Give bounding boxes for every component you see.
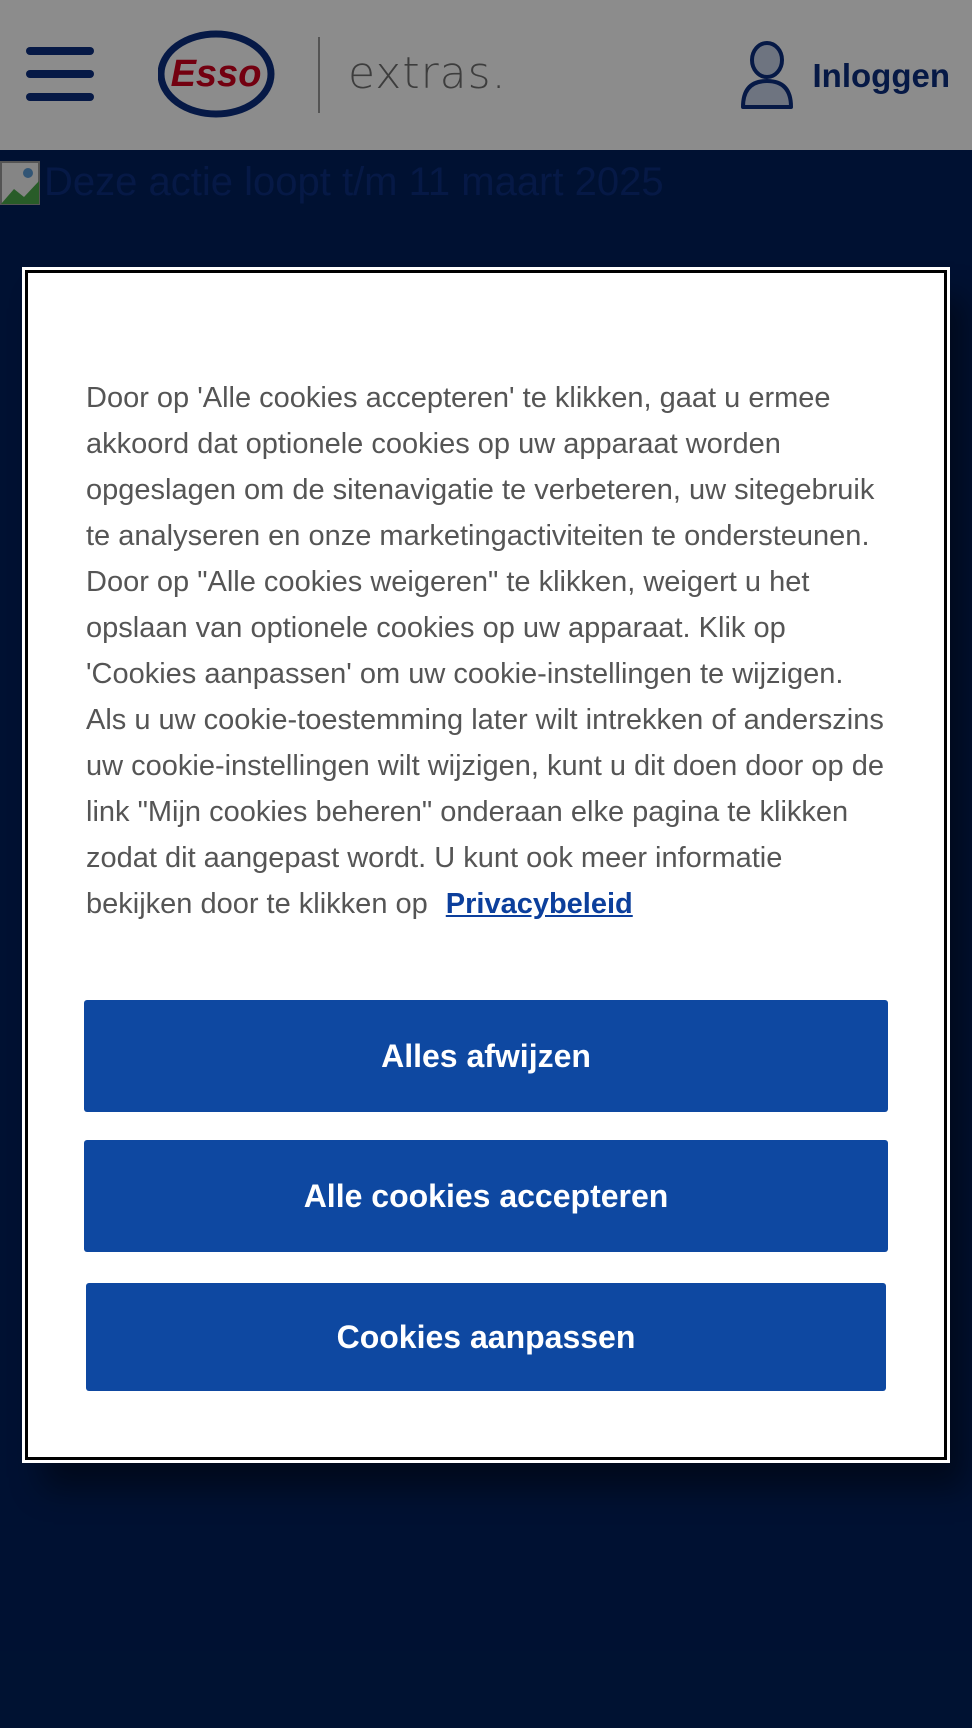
brand-sub: extras.	[348, 48, 507, 99]
cookie-consent-dialog	[25, 270, 947, 1460]
brand-name: Esso	[170, 53, 262, 95]
customize-cookies-button[interactable]: Cookies aanpassen	[86, 1283, 886, 1391]
reject-all-button[interactable]: Alles afwijzen	[84, 1000, 888, 1112]
consent-text	[86, 375, 886, 927]
accept-all-button[interactable]: Alle cookies accepteren	[84, 1140, 888, 1252]
privacy-policy-link[interactable]: Privacybeleid	[445, 888, 633, 920]
login-label: Inloggen	[812, 57, 950, 94]
consent-description: Door op 'Alle cookies accepteren' te klikken, gaat u ermee akkoord dat optionele cookies op uw apparaat worden opgeslagen om de sitenavigatie te verbeteren, uw sitegebruik te analyseren en onze marketingactiviteiten te ondersteunen. Door op "Alle cookies weigeren" te klikken, weigert u het opslaan van optionele cookies op uw apparaat. Klik op 'Cookies aanpassen' om uw cookie-instellingen te wijzigen. Als u uw cookie-toestemming later wilt intrekken of anderszins uw cookie-instellingen wilt wijzigen, kunt u dit doen door op de link "Mijn cookies beheren" onderaan elke pagina te klikken zodat dit aangepast wordt. U kunt ook meer informatie bekijken door te klikken op	[86, 382, 884, 920]
hero-image-alt-text: Deze actie loopt t/m 11 maart 2025	[44, 160, 664, 204]
